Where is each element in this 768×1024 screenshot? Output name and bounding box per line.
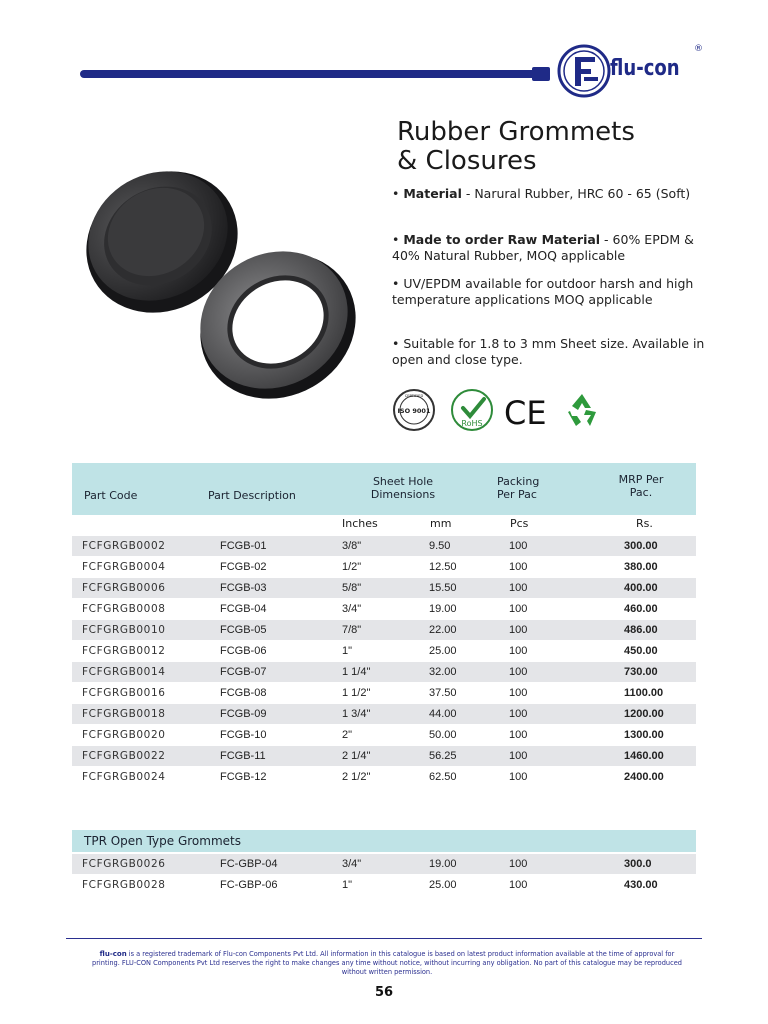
- pcs-cell: 100: [509, 858, 528, 870]
- title-line-2: & Closures: [397, 146, 537, 176]
- table-row: [72, 746, 696, 766]
- brand-name: flu-con: [610, 56, 680, 81]
- part-description-cell: FCGB-05: [220, 624, 267, 636]
- part-code-cell: FCFGRGB0018: [82, 708, 166, 720]
- bullet-sheet-size: • Suitable for 1.8 to 3 mm Sheet size. Available in open and close type.: [392, 336, 705, 367]
- mrp-cell: 2400.00: [624, 771, 664, 783]
- iso-9001-icon: [394, 390, 434, 430]
- inches-cell: 7/8": [342, 624, 362, 636]
- part-description-cell: FCGB-07: [220, 666, 267, 678]
- pcs-cell: 100: [509, 624, 528, 636]
- mrp-cell: 380.00: [624, 561, 658, 573]
- rohs-icon: [452, 390, 492, 430]
- footer-divider: [66, 938, 702, 939]
- table-row: [72, 557, 696, 577]
- tpr-section-title: TPR Open Type Grommets: [84, 834, 241, 848]
- mm-cell: 19.00: [429, 858, 457, 870]
- mm-cell: 25.00: [429, 645, 457, 657]
- mm-cell: 15.50: [429, 582, 457, 594]
- table-header: [72, 463, 696, 515]
- mm-cell: 22.00: [429, 624, 457, 636]
- mm-cell: 25.00: [429, 879, 457, 891]
- part-description-cell: FCGB-08: [220, 687, 267, 699]
- rohs-label: RoHS: [461, 419, 483, 428]
- inches-cell: 1": [342, 645, 353, 657]
- part-code-cell: FCFGRGB0002: [82, 540, 166, 552]
- inches-cell: 1/2": [342, 561, 362, 573]
- mrp-cell: 1460.00: [624, 750, 664, 762]
- table-row: [72, 854, 696, 874]
- table-row: [72, 662, 696, 682]
- pcs-cell: 100: [509, 687, 528, 699]
- part-code-cell: FCFGRGB0016: [82, 687, 166, 699]
- mm-cell: 62.50: [429, 771, 457, 783]
- mm-cell: 44.00: [429, 708, 457, 720]
- mm-cell: 9.50: [429, 540, 451, 552]
- inches-cell: 3/8": [342, 540, 362, 552]
- sub-inches: Inches: [342, 517, 378, 530]
- part-code-cell: FCFGRGB0020: [82, 729, 166, 741]
- mrp-cell: 430.00: [624, 879, 658, 891]
- header-bar: [80, 70, 540, 78]
- title-line-1: Rubber Grommets: [397, 117, 635, 147]
- registered-mark: ®: [694, 44, 703, 54]
- table-row: [72, 620, 696, 640]
- bullet-label: Material: [403, 186, 462, 201]
- pcs-cell: 100: [509, 666, 528, 678]
- pcs-cell: 100: [509, 603, 528, 615]
- table-row: [72, 641, 696, 661]
- bullet-material: • Material - Narural Rubber, HRC 60 - 65 (Soft): [392, 186, 691, 201]
- col-part-description: Part Description: [208, 489, 296, 502]
- page-number: 56: [374, 985, 394, 1000]
- part-description-cell: FCGB-06: [220, 645, 267, 657]
- part-code-cell: FCFGRGB0022: [82, 750, 166, 762]
- part-description-cell: FCGB-01: [220, 540, 267, 552]
- sub-pcs: Pcs: [510, 517, 529, 530]
- bullet-uv-epdm: • UV/EPDM available for outdoor harsh and high temperature applications MOQ applicable: [392, 276, 694, 307]
- inches-cell: 3/4": [342, 603, 362, 615]
- col-part-code: Part Code: [84, 489, 138, 502]
- recycle-icon: [568, 394, 596, 426]
- inches-cell: 2 1/2": [342, 771, 371, 783]
- mrp-cell: 1200.00: [624, 708, 664, 720]
- part-code-cell: FCFGRGB0006: [82, 582, 166, 594]
- col-sheet-hole-dimensions: Sheet Hole Dimensions: [370, 475, 436, 501]
- pcs-cell: 100: [509, 582, 528, 594]
- part-description-cell: FCGB-12: [220, 771, 267, 783]
- pcs-cell: 100: [509, 771, 528, 783]
- grommet-product-image: [70, 150, 370, 410]
- mm-cell: 19.00: [429, 603, 457, 615]
- col-packing: Packing Per Pac: [497, 475, 540, 501]
- bullet-raw-material: • Made to order Raw Material - 60% EPDM & 40% Natural Rubber, MOQ applicable: [392, 232, 694, 263]
- part-code-cell: FCFGRGB0008: [82, 603, 166, 615]
- bullet-text: - 60% EPDM & 40% Natural Rubber, MOQ applicable: [392, 232, 694, 263]
- iso-label: ISO 9001: [397, 407, 431, 415]
- part-code-cell: FCFGRGB0026: [82, 858, 166, 870]
- part-code-cell: FCFGRGB0024: [82, 771, 166, 783]
- mrp-cell: 1100.00: [624, 687, 664, 699]
- table-row: [72, 704, 696, 724]
- certification-logos: [392, 388, 612, 432]
- iso-ring-label: CERTIFIED: [404, 394, 424, 398]
- pcs-cell: 100: [509, 708, 528, 720]
- table-row: [72, 578, 696, 598]
- table-row: [72, 725, 696, 745]
- part-description-cell: FCGB-02: [220, 561, 267, 573]
- part-description-cell: FC-GBP-04: [220, 858, 278, 870]
- pcs-cell: 100: [509, 879, 528, 891]
- inches-cell: 2": [342, 729, 353, 741]
- table-row: [72, 536, 696, 556]
- inches-cell: 2 1/4": [342, 750, 371, 762]
- pcs-cell: 100: [509, 750, 528, 762]
- pcs-cell: 100: [509, 729, 528, 741]
- header-bar-tip: [532, 67, 550, 81]
- ce-mark-icon: CE: [504, 394, 547, 432]
- inches-cell: 1 1/4": [342, 666, 371, 678]
- inches-cell: 5/8": [342, 582, 362, 594]
- mm-cell: 37.50: [429, 687, 457, 699]
- bullet-text: UV/EPDM available for outdoor harsh and high temperature applications MOQ applicable: [392, 276, 694, 307]
- mm-cell: 56.25: [429, 750, 457, 762]
- inches-cell: 1": [342, 879, 353, 891]
- sub-rs: Rs.: [636, 517, 653, 530]
- mm-cell: 50.00: [429, 729, 457, 741]
- tpr-section-header: [72, 830, 696, 852]
- part-description-cell: FCGB-11: [220, 750, 266, 762]
- pcs-cell: 100: [509, 645, 528, 657]
- table-row: [72, 875, 696, 895]
- pcs-cell: 100: [509, 540, 528, 552]
- bullet-text: Suitable for 1.8 to 3 mm Sheet size. Available in open and close type.: [392, 336, 705, 367]
- brand-emblem-icon: [556, 40, 616, 102]
- footer-logo: flu-con: [99, 950, 127, 958]
- part-code-cell: FCFGRGB0028: [82, 879, 166, 891]
- mrp-cell: 400.00: [624, 582, 658, 594]
- part-description-cell: FCGB-09: [220, 708, 267, 720]
- footer-text: is a registered trademark of Flu-con Components Pvt Ltd. All information in this catalogue is based on latest product information available at the time of approval for printing. FLU-CON Components Pvt Ltd reserves the right to make changes any time without notice, without incurring any obligation. No part of this catalogue may be reproduced without written permission.: [92, 950, 682, 976]
- bullet-label: Made to order Raw Material: [403, 232, 601, 247]
- mrp-cell: 1300.00: [624, 729, 664, 741]
- part-code-cell: FCFGRGB0004: [82, 561, 166, 573]
- part-description-cell: FCGB-10: [220, 729, 267, 741]
- mm-cell: 32.00: [429, 666, 457, 678]
- table-row: [72, 767, 696, 787]
- col-mrp: MRP Per Pac.: [618, 473, 664, 499]
- bullet-text: - Narural Rubber, HRC 60 - 65 (Soft): [461, 186, 691, 201]
- footer-disclaimer: [92, 950, 682, 977]
- page-title: [397, 118, 737, 176]
- inches-cell: 1 1/2": [342, 687, 371, 699]
- pcs-cell: 100: [509, 561, 528, 573]
- part-description-cell: FCGB-04: [220, 603, 267, 615]
- inches-cell: 1 3/4": [342, 708, 371, 720]
- mrp-cell: 730.00: [624, 666, 658, 678]
- mm-cell: 12.50: [429, 561, 457, 573]
- part-description-cell: FC-GBP-06: [220, 879, 278, 891]
- table-row: [72, 683, 696, 703]
- mrp-cell: 450.00: [624, 645, 658, 657]
- part-code-cell: FCFGRGB0012: [82, 645, 166, 657]
- part-code-cell: FCFGRGB0010: [82, 624, 166, 636]
- mrp-cell: 300.0: [624, 858, 652, 870]
- inches-cell: 3/4": [342, 858, 362, 870]
- part-code-cell: FCFGRGB0014: [82, 666, 166, 678]
- sub-mm: mm: [430, 517, 452, 530]
- mrp-cell: 460.00: [624, 603, 658, 615]
- table-row: [72, 599, 696, 619]
- part-description-cell: FCGB-03: [220, 582, 267, 594]
- mrp-cell: 486.00: [624, 624, 658, 636]
- mrp-cell: 300.00: [624, 540, 658, 552]
- brand-logo: [556, 40, 706, 102]
